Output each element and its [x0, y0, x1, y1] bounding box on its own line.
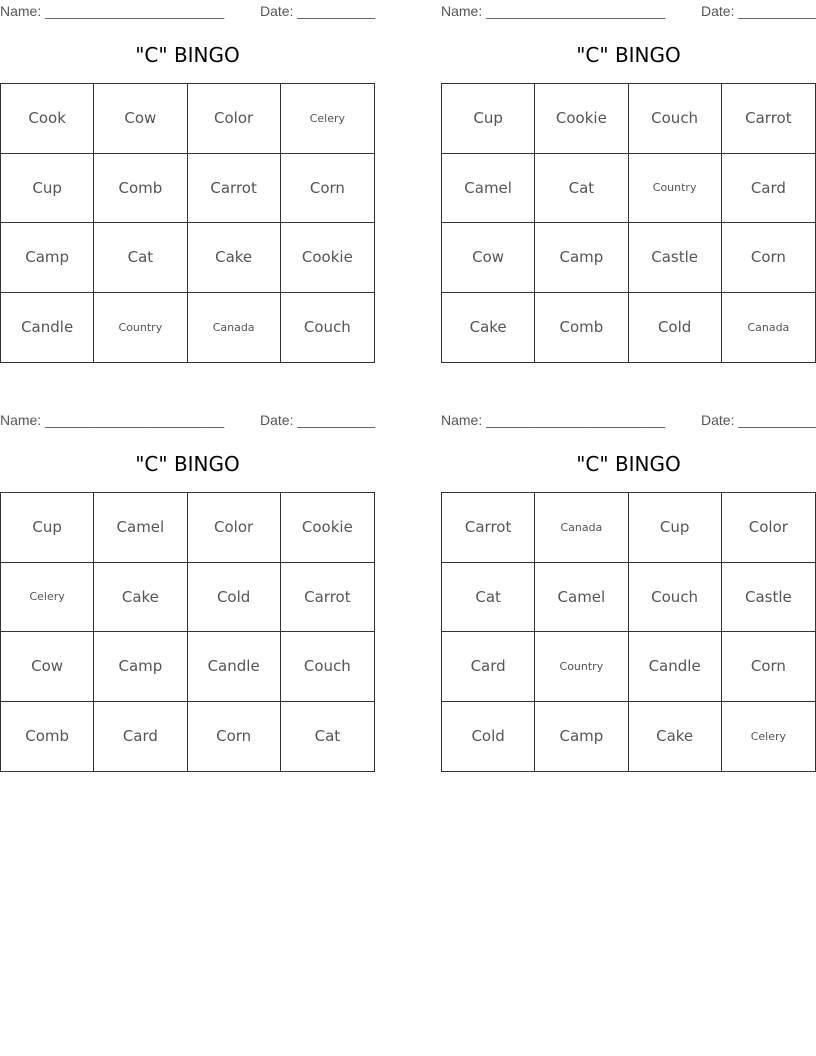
card-title: "C" BINGO: [135, 452, 240, 476]
bingo-cell[interactable]: Cake: [442, 293, 535, 363]
bingo-cell[interactable]: Comb: [1, 702, 94, 772]
bingo-cell[interactable]: Camp: [1, 223, 94, 293]
bingo-cell[interactable]: Cup: [1, 493, 94, 563]
bingo-cell[interactable]: Carrot: [281, 563, 374, 633]
bingo-cell[interactable]: Cook: [1, 84, 94, 154]
bingo-cell[interactable]: Comb: [94, 154, 187, 224]
bingo-cell[interactable]: Color: [722, 493, 815, 563]
card-header: [441, 0, 816, 20]
bingo-cell[interactable]: Canada: [747, 320, 790, 334]
bingo-cell[interactable]: Carrot: [442, 493, 535, 563]
bingo-cell[interactable]: Cat: [94, 223, 187, 293]
bingo-cell[interactable]: Card: [442, 632, 535, 702]
bingo-cell[interactable]: Carrot: [188, 154, 281, 224]
bingo-cell[interactable]: Cup: [442, 84, 535, 154]
bingo-cell[interactable]: Cake: [188, 223, 281, 293]
bingo-cell[interactable]: Corn: [722, 223, 815, 293]
bingo-cell[interactable]: Camp: [535, 702, 628, 772]
bingo-grid: [0, 492, 375, 772]
bingo-cell[interactable]: Camp: [535, 223, 628, 293]
card-header: [441, 409, 816, 429]
bingo-grid: [441, 492, 816, 772]
bingo-cell[interactable]: Cold: [442, 702, 535, 772]
bingo-cell[interactable]: Camel: [442, 154, 535, 224]
bingo-cell[interactable]: Color: [188, 84, 281, 154]
bingo-card: [0, 0, 375, 372]
bingo-cell[interactable]: Couch: [303, 318, 351, 337]
card-title: "C" BINGO: [576, 452, 681, 476]
bingo-cell[interactable]: Cookie: [535, 84, 628, 154]
bingo-card: [0, 409, 375, 781]
bingo-cell[interactable]: Couch: [629, 84, 722, 154]
bingo-cell[interactable]: Cat: [442, 563, 535, 633]
bingo-cell[interactable]: Cat: [314, 727, 341, 746]
bingo-cell[interactable]: Cat: [535, 154, 628, 224]
bingo-cell[interactable]: Cow: [442, 223, 535, 293]
bingo-grid: [0, 83, 375, 363]
card-title: "C" BINGO: [576, 43, 681, 67]
bingo-cell[interactable]: Comb: [535, 293, 628, 363]
bingo-cell[interactable]: Cake: [94, 563, 187, 633]
bingo-cell[interactable]: Camp: [94, 632, 187, 702]
bingo-cell[interactable]: Castle: [629, 223, 722, 293]
bingo-cell[interactable]: Country: [94, 293, 187, 363]
bingo-cell[interactable]: Cold: [188, 563, 281, 633]
bingo-cell[interactable]: Camel: [94, 493, 187, 563]
bingo-cell[interactable]: Cake: [629, 702, 722, 772]
bingo-cell[interactable]: Candle: [188, 632, 281, 702]
bingo-cell[interactable]: Country: [535, 632, 628, 702]
name-field-label: Name: _______________________: [0, 412, 225, 428]
bingo-cell[interactable]: Couch: [281, 632, 374, 702]
bingo-cell[interactable]: Canada: [188, 293, 281, 363]
bingo-card: [441, 409, 816, 781]
bingo-cell[interactable]: Cup: [1, 154, 94, 224]
name-field-label: Name: _______________________: [441, 3, 666, 19]
bingo-cell[interactable]: Corn: [188, 702, 281, 772]
bingo-grid: [441, 83, 816, 363]
bingo-card: [441, 0, 816, 372]
bingo-cell[interactable]: Camel: [535, 563, 628, 633]
card-header: [0, 409, 375, 429]
bingo-cell[interactable]: Country: [629, 154, 722, 224]
bingo-cell[interactable]: Canada: [535, 493, 628, 563]
name-field-label: Name: _______________________: [441, 412, 666, 428]
bingo-cell[interactable]: Celery: [750, 729, 787, 743]
date-field-label: Date: __________: [260, 412, 376, 428]
bingo-cell[interactable]: Candle: [1, 293, 94, 363]
bingo-cell[interactable]: Carrot: [722, 84, 815, 154]
bingo-cell[interactable]: Celery: [281, 84, 374, 154]
date-field-label: Date: __________: [260, 3, 376, 19]
bingo-cell[interactable]: Cup: [629, 493, 722, 563]
name-field-label: Name: _______________________: [0, 3, 225, 19]
card-header: [0, 0, 375, 20]
bingo-cell[interactable]: Card: [94, 702, 187, 772]
bingo-cell[interactable]: Celery: [1, 563, 94, 633]
bingo-cell[interactable]: Corn: [281, 154, 374, 224]
bingo-cell[interactable]: Cow: [94, 84, 187, 154]
bingo-cell[interactable]: Candle: [629, 632, 722, 702]
bingo-cell[interactable]: Color: [188, 493, 281, 563]
bingo-cell[interactable]: Cold: [629, 293, 722, 363]
date-field-label: Date: __________: [701, 3, 816, 19]
bingo-cell[interactable]: Castle: [722, 563, 815, 633]
bingo-cell[interactable]: Cookie: [281, 223, 374, 293]
bingo-cell[interactable]: Cookie: [281, 493, 374, 563]
bingo-cell[interactable]: Cow: [1, 632, 94, 702]
bingo-cell[interactable]: Card: [722, 154, 815, 224]
date-field-label: Date: __________: [701, 412, 816, 428]
bingo-cell[interactable]: Couch: [629, 563, 722, 633]
bingo-cell[interactable]: Corn: [722, 632, 815, 702]
card-title: "C" BINGO: [135, 43, 240, 67]
